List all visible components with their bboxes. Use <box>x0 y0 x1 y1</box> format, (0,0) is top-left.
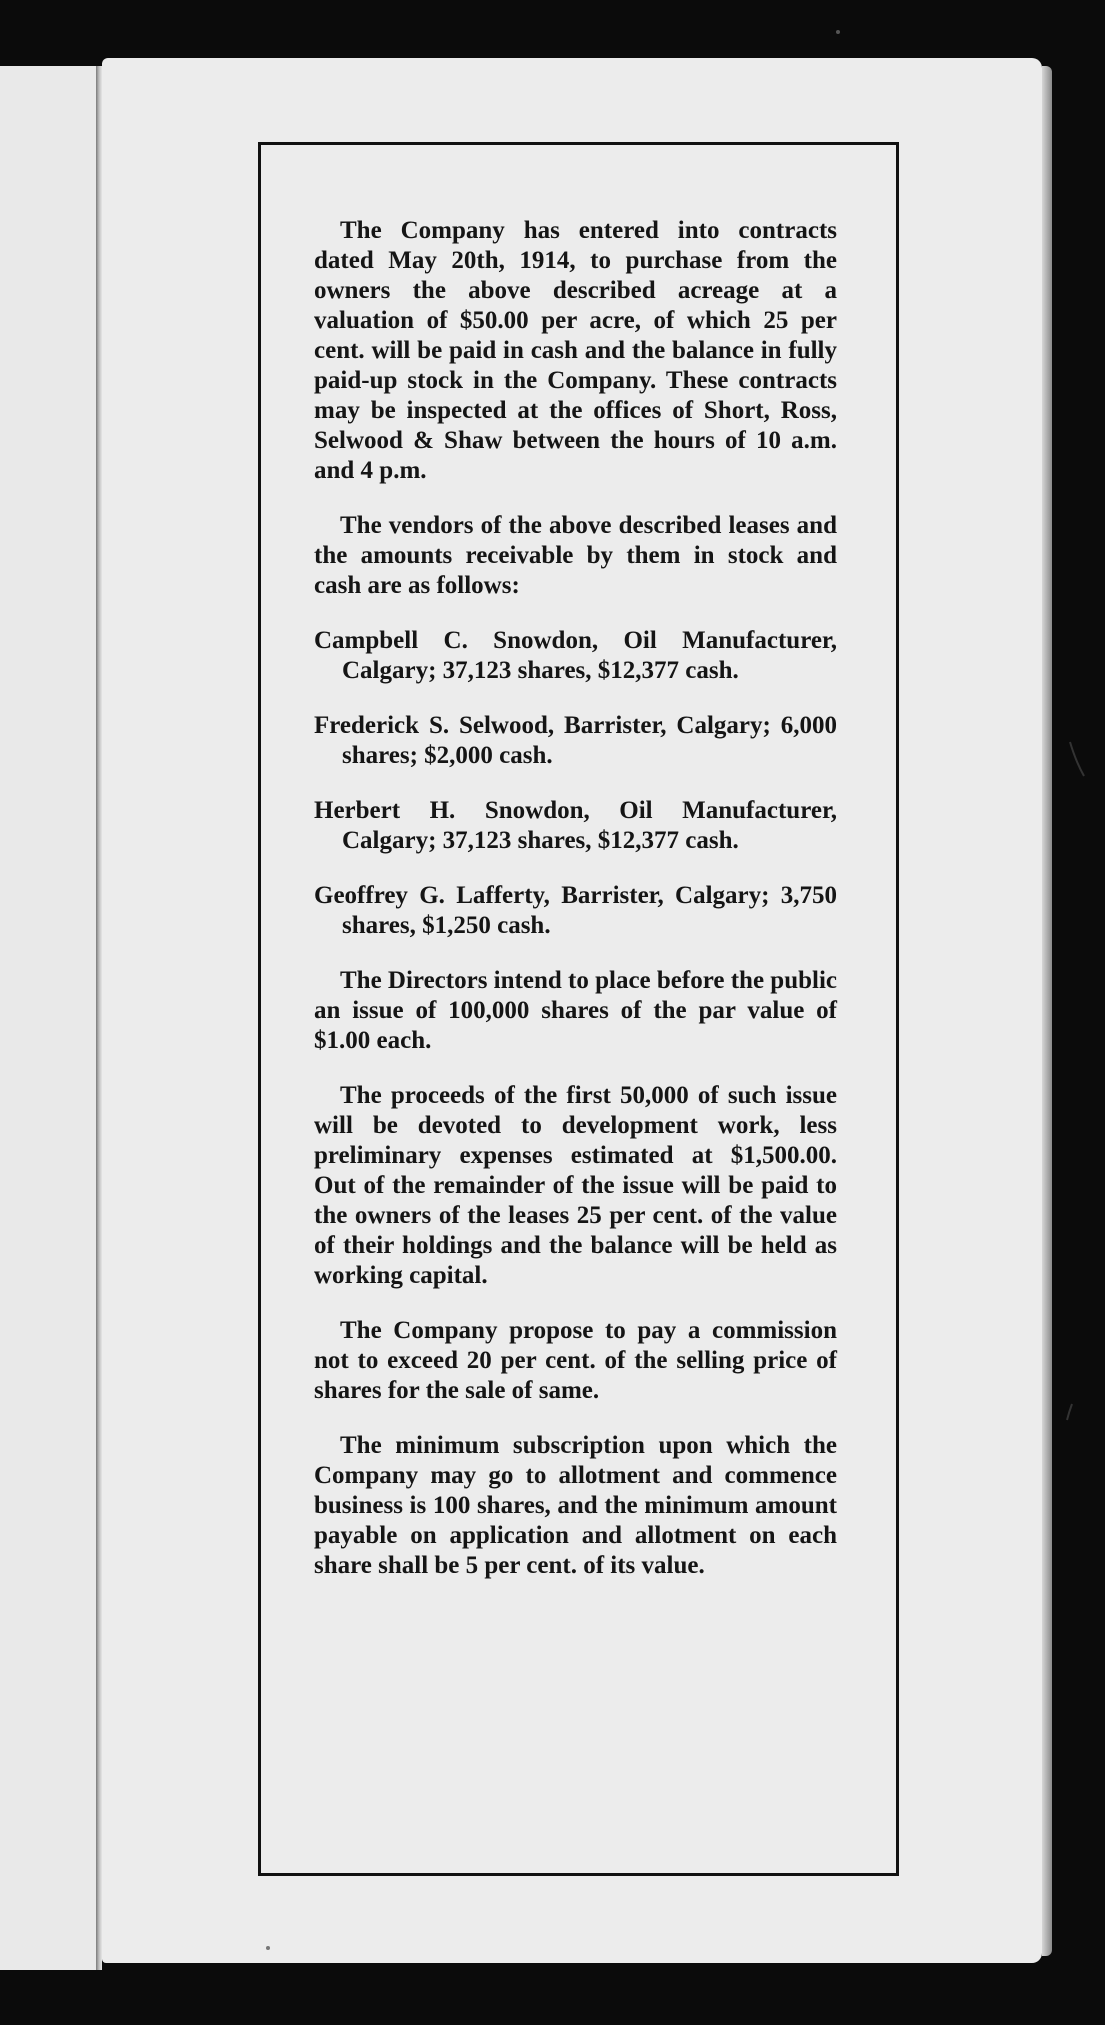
vendors-intro-paragraph: The vendors of the above described leases and the amounts receivable by them in stock and cash are as follows: <box>314 512 837 599</box>
text-layer <box>102 58 1042 1963</box>
notice-text <box>314 216 837 1581</box>
commission-paragraph: The Company propose to pay a commission not to exceed 20 per cent. of the selling price of shares for the sale of same. <box>314 1317 837 1404</box>
vendor-entry: Geoffrey G. Lafferty, Barrister, Calgary; 3,750 shares, $1,250 cash. <box>314 882 837 939</box>
vendor-entry: Frederick S. Selwood, Barrister, Calgary; 6,000 shares; $2,000 cash. <box>314 712 837 769</box>
previous-page-edge <box>0 66 96 1970</box>
minimum-subscription-paragraph: The minimum subscription upon which the Company may go to allotment and commence business is 100 shares, and the minimum amount payable on application and allotment on each share shall be 5 per cent. of its value. <box>314 1432 837 1579</box>
vendor-entry: Herbert H. Snowdon, Oil Manufacturer, Calgary; 37,123 shares, $12,377 cash. <box>314 797 837 854</box>
share-issue-paragraph: The Directors intend to place before the public an issue of 100,000 shares of the par value of $1.00 each. <box>314 967 837 1054</box>
contracts-paragraph: The Company has entered into contracts dated May 20th, 1914, to purchase from the owners the above described acreage at a valuation of $50.00 per acre, of which 25 per cent. will be paid in cash and the balance in fully paid-up stock in the Company. These contracts may be inspected at the offices of Short, Ross, Selwood & Shaw between the hours of 10 a.m. and 4 p.m. <box>314 217 837 484</box>
page-edge-shadow <box>1042 66 1052 1956</box>
proceeds-paragraph: The proceeds of the first 50,000 of such issue will be devoted to development work, less preliminary expenses estimated at $1,500.00. Out of the remainder of the issue will be paid to the owners of the leases 25 per cent. of the value of their holdings and the balance will be held as working capital. <box>314 1082 837 1289</box>
vendor-entry: Campbell C. Snowdon, Oil Manufacturer, Calgary; 37,123 shares, $12,377 cash. <box>314 627 837 684</box>
